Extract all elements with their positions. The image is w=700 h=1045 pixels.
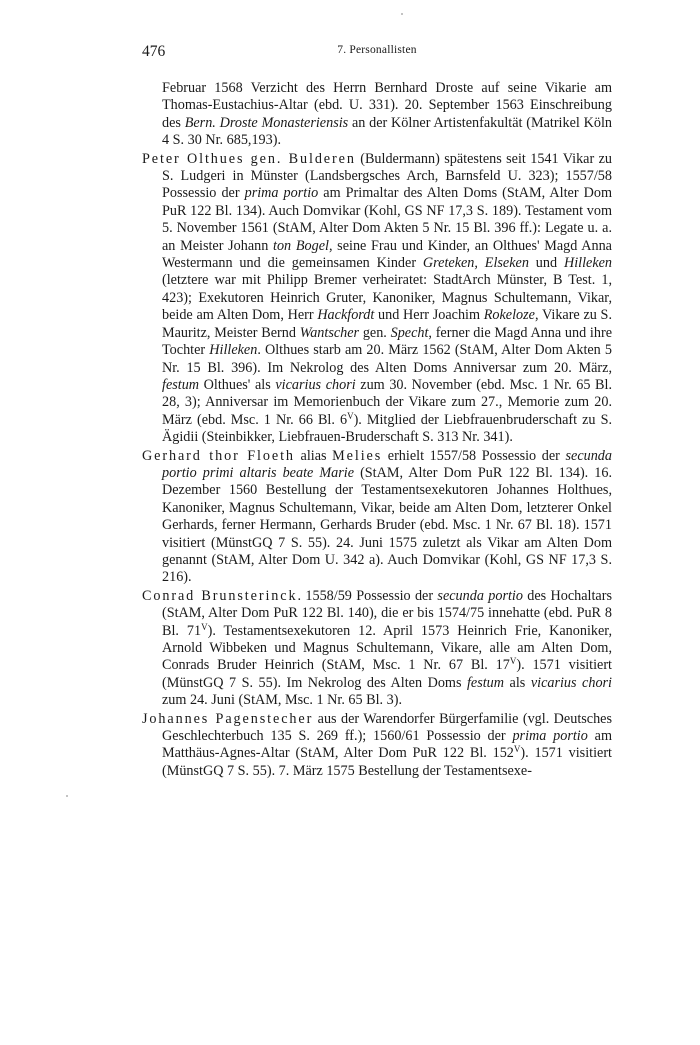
text-run: , Vikare zu S. Mauritz, Meister Bernd bbox=[162, 307, 612, 341]
text-run: zum 24. Juni (StAM, Msc. 1 Nr. 65 Bl. 3). bbox=[162, 692, 403, 709]
italic-text: Hilleken bbox=[563, 255, 613, 272]
text-run: ). 1571 visitiert (MünstGQ 7 S. 55). 7. März 1575 Bestellung der Testamentsexe- bbox=[162, 745, 612, 779]
italic-text: secunda portio primi altaris beate Marie bbox=[162, 447, 612, 481]
italic-text: festum bbox=[162, 376, 200, 393]
italic-text: vicarius chori bbox=[530, 674, 612, 691]
person-entry bbox=[142, 448, 612, 587]
italic-text: Rokeloze bbox=[483, 307, 535, 324]
text-run: Olthues' als bbox=[199, 376, 276, 393]
page-header bbox=[142, 43, 612, 65]
running-title: 7. Personallisten bbox=[337, 44, 417, 56]
superscript: V bbox=[513, 744, 521, 755]
italic-text: festum bbox=[466, 674, 505, 691]
text-run: des Hochaltars (StAM, Alter Dom PuR 122 Bl. 140), die er bis 1574/75 innehatte (ebd. PuR 8 Bl. 71 bbox=[162, 587, 612, 639]
text-run: am Primaltar des Alten Doms (StAM, Alter Dom PuR 122 Bl. 134). Auch Domvikar (Kohl, GS NF 17,3 S. 189). Testament vom 5. November 1561 (StAM, Alter Dom Akten 5 Nr. 15 Bl. 396 ff.): Legate u. a. an Meister Johann bbox=[162, 185, 612, 254]
italic-text: Greteken, Elseken bbox=[422, 255, 529, 272]
body-text bbox=[142, 80, 612, 781]
text-run: erhielt 1557/58 Possessio der bbox=[382, 447, 566, 464]
italic-text: Bern. Droste Monasteriensis bbox=[184, 114, 349, 131]
text-run: (letztere war mit Philipp Bremer verheiratet: StadtArch Münster, B Test. 1, 423); Exekutoren Heinrich Gruter, Kanoniker, Magnus Schultemann, Vikar, beide am Alten Dom, Herr bbox=[162, 272, 612, 324]
text-run: ). Testamentsexekutoren 12. April 1573 Heinrich Frie, Kanoniker, Arnold Wibbeken und Magnus Schultemann, Vikare, alle am Alten Dom, Conrads Bruder Heinrich (StAM, Msc. 1 Nr. 67 Bl. 17 bbox=[162, 622, 613, 674]
entry-continuation bbox=[142, 80, 612, 150]
text-run: . Olthues starb am 20. März 1562 (StAM, Alter Dom Akten 5 Nr. 15 Bl. 396). Im Nekrolog des Alten Doms Anniversar zum 20. März, bbox=[162, 342, 612, 376]
text-run: ). 1571 visitiert (MünstGQ 7 S. 55). Im Nekrolog des Alten Doms bbox=[162, 657, 613, 691]
text-run: am Matthäus-Agnes-Altar (StAM, Alter Dom PuR 122 Bl. 152 bbox=[162, 728, 612, 762]
person-entry bbox=[142, 711, 612, 781]
text-run: aus der Warendorfer Bürgerfamilie (vgl. Deutsches Geschlechterbuch 135 S. 269 ff.); 1560/61 Possessio der bbox=[162, 710, 612, 745]
person-name: Peter Olthues gen. Bulderen bbox=[142, 150, 356, 167]
text-run: ). Mitglied der Liebfrauenbruderschaft zu S. Ägidii (Steinbikker, Liebfrauen-Bruderschaft S. 313 Nr. 341). bbox=[162, 411, 613, 446]
italic-text: ton Bogel bbox=[273, 237, 329, 254]
italic-text: secunda portio bbox=[437, 587, 523, 604]
text-run: als bbox=[504, 674, 531, 691]
italic-text: Hackfordt bbox=[317, 307, 375, 324]
text-run: zum 30. November (ebd. Msc. 1 Nr. 65 Bl. 28, 3); Anniversar im Memorienbuch der Vikare zum 27., Memorie zum 20. März (ebd. Msc. 1 Nr. 66 Bl. 6 bbox=[162, 376, 613, 428]
text-run: (StAM, Alter Dom PuR 122 Bl. 134). 16. Dezember 1560 Bestellung der Testamentsexekutoren Johannes Holthues, Kanoniker, Magnus Schultemann, Vikar, beide am Alten Dom, letzterer Onkel Gerhards, ferner Hermann, Gerhards Bruder (ebd. Msc. 1 Nr. 67 Bl. 18). 1571 visitiert (MünstGQ 7 S. 55). 24. Juni 1575 zuletzt als Vikar am Alten Dom genannt (StAM, Alter Dom U. 342 a). Auch Domvikar (Kohl, GS NF 17,3 S. 216). bbox=[162, 464, 612, 586]
italic-text: Wantscher bbox=[299, 324, 360, 341]
text-run: (Buldermann) spätestens seit 1541 Vikar zu S. Ludgeri in Münster (Landsbergsches Arch, Barnsfeld U. 323); 1557/58 Possessio der bbox=[162, 150, 612, 202]
person-name: Conrad Brunsterinck bbox=[142, 587, 298, 604]
person-entry bbox=[142, 151, 612, 447]
italic-text: prima portio bbox=[512, 728, 588, 745]
italic-text: vicarius chori bbox=[275, 376, 356, 393]
superscript: V bbox=[347, 410, 354, 421]
italic-text: Specht bbox=[390, 324, 429, 341]
superscript: V bbox=[509, 656, 517, 667]
text-run: , ferner die Magd Anna und ihre Tochter bbox=[162, 324, 612, 359]
person-name: Melies bbox=[332, 447, 383, 464]
text-run: alias bbox=[294, 447, 333, 464]
scan-speck-mark bbox=[401, 13, 403, 15]
page-number: 476 bbox=[142, 43, 166, 60]
superscript: V bbox=[201, 621, 208, 632]
text-run: gen. bbox=[359, 324, 391, 341]
text-run: Februar 1568 Verzicht des Herrn Bernhard Droste auf seine Vikarie am Thomas-Eustachius-Altar (ebd. U. 331). 20. September 1563 Einschreibung des bbox=[162, 80, 612, 131]
person-name: Johannes Pagenstecher bbox=[142, 710, 314, 727]
text-run: und Herr Joachim bbox=[374, 307, 484, 324]
text-run: . 1558/59 Possessio der bbox=[297, 587, 438, 604]
italic-text: prima portio bbox=[244, 185, 319, 202]
person-name: Gerhard thor Floeth bbox=[142, 447, 295, 464]
text-run: , seine Frau und Kinder, an Olthues' Magd Anna Westermann und die gemeinsamen Kinder bbox=[162, 237, 612, 272]
text-run: an der Kölner Artistenfakultät (Matrikel Köln 4 S. 30 Nr. 685,193). bbox=[162, 114, 612, 149]
text-run: und bbox=[528, 255, 564, 272]
scan-speck-mark bbox=[66, 795, 68, 797]
italic-text: Hilleken bbox=[209, 342, 258, 359]
person-entry bbox=[142, 588, 612, 710]
